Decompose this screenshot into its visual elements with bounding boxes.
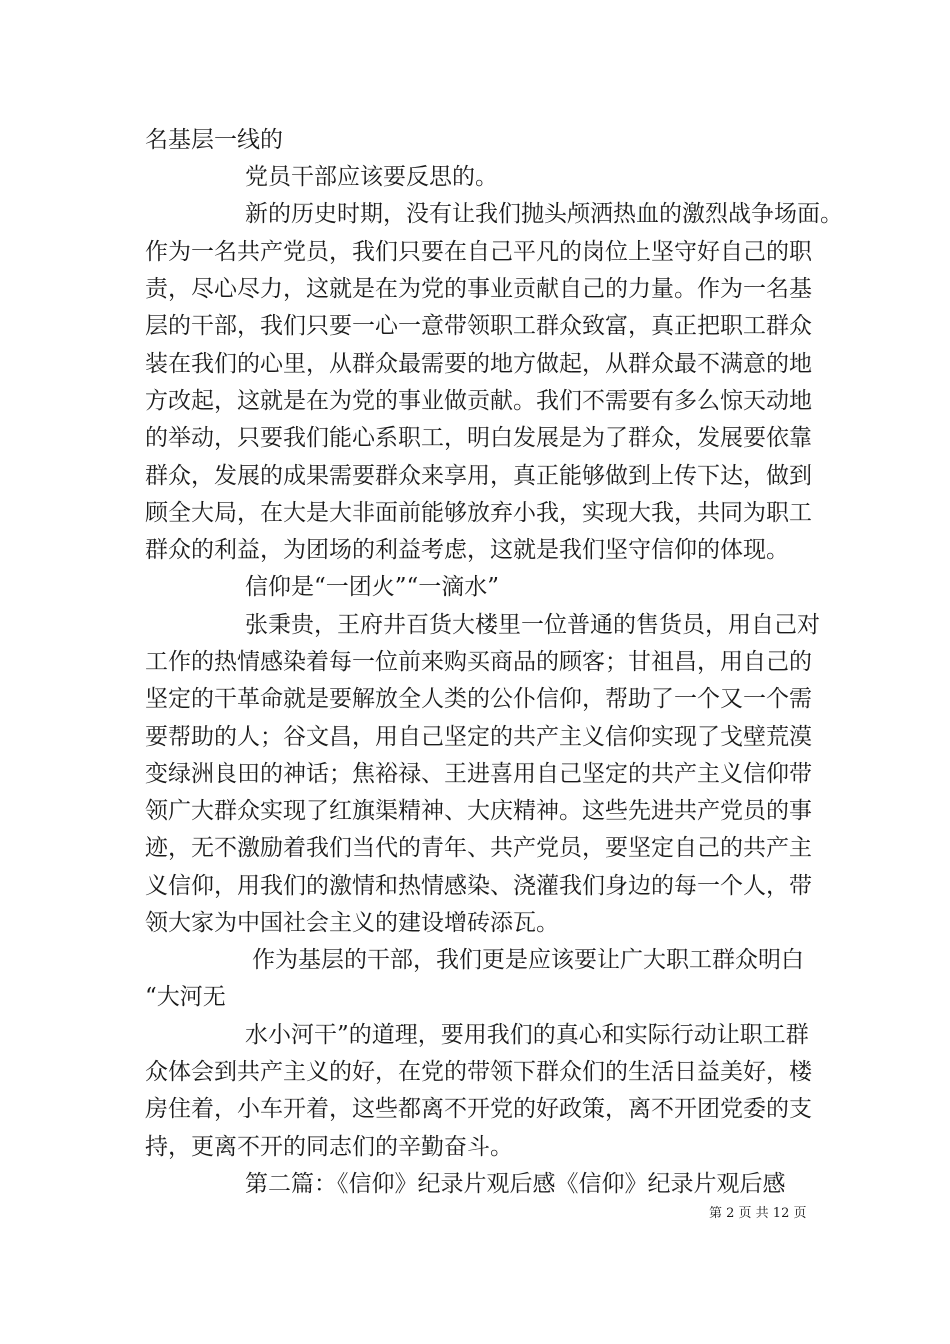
text-line-14: 张秉贵，王府井百货大楼里一位普通的售货员，用自己对 bbox=[245, 612, 820, 638]
text-line-27: 房住着，小车开着，这些都离不开党的好政策，离不开团党委的支 bbox=[145, 1096, 812, 1122]
text-line-21: 义信仰，用我们的激情和热情感染、浇灌我们身边的每一个人，带 bbox=[145, 873, 812, 899]
text-line-2: 党员干部应该要反思的。 bbox=[245, 164, 498, 190]
text-line-25: 水小河干”的道理，要用我们的真心和实际行动让职工群 bbox=[245, 1022, 809, 1048]
text-line-3: 新的历史时期，没有让我们抛头颅洒热血的激烈战争场面。 bbox=[245, 201, 843, 227]
page-number: 第 2 页 共 12 页 bbox=[709, 1206, 807, 1221]
text-line-17: 要帮助的人；谷文昌，用自己坚定的共产主义信仰实现了戈壁荒漠 bbox=[145, 724, 812, 750]
section-heading: 信仰是“一团火”“一滴水” bbox=[245, 574, 500, 600]
text-line-23: 作为基层的干部，我们更是应该要让广大职工群众明白 bbox=[252, 947, 804, 973]
text-line-10: 群众，发展的成果需要群众来享用，真正能够做到上传下达，做到 bbox=[145, 463, 812, 489]
text-line-26: 众体会到共产主义的好，在党的带领下群众们的生活日益美好，楼 bbox=[145, 1059, 812, 1085]
text-line-11: 顾全大局，在大是大非面前能够放弃小我，实现大我，共同为职工 bbox=[145, 500, 812, 526]
text-line-16: 坚定的干革命就是要解放全人类的公仆信仰，帮助了一个又一个需 bbox=[145, 686, 812, 712]
text-line-28: 持，更离不开的同志们的辛勤奋斗。 bbox=[145, 1134, 513, 1160]
text-line-5: 责，尽心尽力，这就是在为党的事业贡献自己的力量。作为一名基 bbox=[145, 276, 812, 302]
text-line-7: 装在我们的心里，从群众最需要的地方做起，从群众最不满意的地 bbox=[145, 351, 812, 377]
text-line-8: 方改起，这就是在为党的事业做贡献。我们不需要有多么惊天动地 bbox=[145, 388, 812, 414]
text-line-22: 领大家为中国社会主义的建设增砖添瓦。 bbox=[145, 910, 559, 936]
text-line-12: 群众的利益，为团场的利益考虑，这就是我们坚守信仰的体现。 bbox=[145, 537, 789, 563]
text-line-4: 作为一名共产党员，我们只要在自己平凡的岗位上坚守好自己的职 bbox=[145, 239, 812, 265]
text-line-6: 层的干部，我们只要一心一意带领职工群众致富，真正把职工群众 bbox=[145, 313, 812, 339]
next-article-title: 第二篇：《信仰》纪录片观后感《信仰》纪录片观后感 bbox=[245, 1171, 786, 1197]
text-line-19: 领广大群众实现了红旗渠精神、大庆精神。这些先进共产党员的事 bbox=[145, 798, 812, 824]
text-line-1: 名基层一线的 bbox=[145, 127, 283, 153]
text-line-20: 迹，无不激励着我们当代的青年、共产党员，要坚定自己的共产主 bbox=[145, 835, 812, 861]
text-line-15: 工作的热情感染着每一位前来购买商品的顾客；甘祖昌，用自己的 bbox=[145, 649, 812, 675]
text-line-24: “大河无 bbox=[145, 984, 226, 1010]
text-line-18: 变绿洲良田的神话；焦裕禄、王进喜用自己坚定的共产主义信仰带 bbox=[145, 761, 812, 787]
text-line-9: 的举动，只要我们能心系职工，明白发展是为了群众，发展要依靠 bbox=[145, 425, 812, 451]
